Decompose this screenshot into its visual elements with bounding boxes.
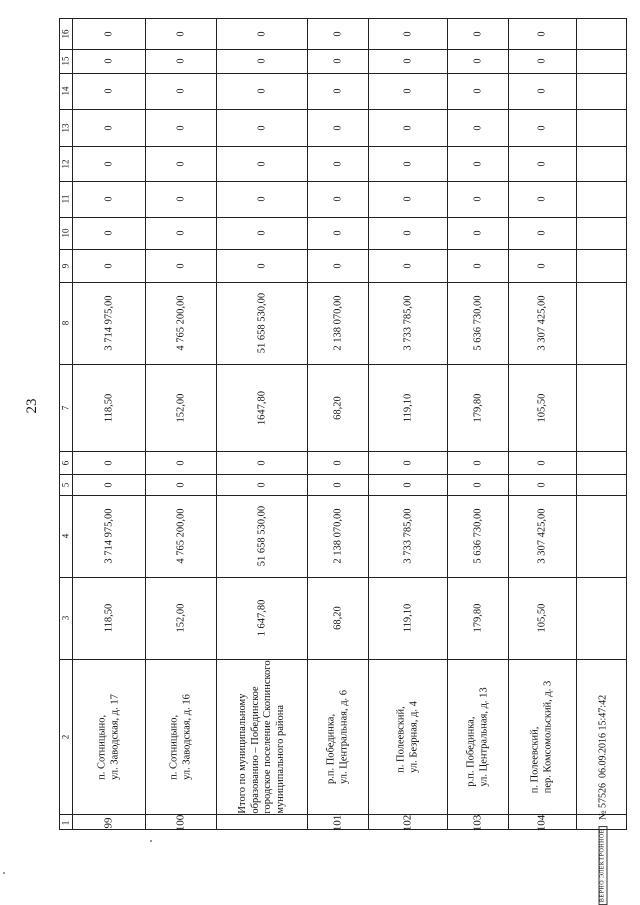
- value-cell: 0: [402, 263, 413, 268]
- value-cell: 0: [256, 161, 267, 166]
- name-line: п. Сотницыно,: [168, 714, 179, 780]
- row-number: 103: [471, 814, 483, 831]
- column-header: 14: [60, 86, 71, 96]
- column-header: 3: [60, 615, 71, 621]
- doc-number: № 57526: [597, 782, 609, 821]
- value-cell: 0: [175, 230, 186, 236]
- electronic-stamp: ВЕРНО ЭЛЕКТРОННОЕ: [599, 826, 608, 905]
- value-cell: 0: [256, 196, 267, 202]
- area-cell: 179,80: [472, 603, 483, 633]
- value-cell: 0: [402, 460, 413, 465]
- value-cell: 0: [256, 31, 267, 37]
- value-cell: 0: [332, 196, 343, 202]
- row-number: 100: [174, 814, 186, 831]
- value-cell: 2 138 070,00: [332, 295, 343, 351]
- row-number: 99: [102, 817, 114, 828]
- value-cell: 0: [472, 482, 483, 487]
- value-cell: 0: [175, 88, 186, 94]
- table-row-divider: [576, 19, 577, 829]
- column-header: 2: [60, 734, 71, 739]
- cost-cell: 3 733 785,00: [402, 508, 413, 564]
- value-cell: 179,80: [472, 393, 483, 422]
- scan-speck: [150, 840, 152, 842]
- value-cell: 0: [536, 196, 548, 202]
- scan-speck: [3, 872, 5, 874]
- value-cell: 0: [256, 88, 267, 94]
- value-cell: 0: [175, 460, 186, 465]
- value-cell: 0: [175, 31, 186, 37]
- address-cell: [145, 659, 216, 814]
- document-footer: [588, 694, 618, 903]
- value-cell: 3 714 975,00: [103, 295, 114, 351]
- value-cell: 0: [402, 161, 413, 166]
- cost-cell: 51 658 530,00: [256, 505, 267, 567]
- column-header: 4: [60, 533, 71, 539]
- value-cell: 0: [103, 125, 114, 130]
- value-cell: 0: [472, 263, 483, 268]
- value-cell: 0: [332, 125, 343, 130]
- row-number: 104: [535, 814, 548, 831]
- value-cell: 51 658 530,00: [256, 292, 267, 354]
- value-cell: 0: [332, 31, 343, 37]
- value-cell: 0: [402, 58, 413, 64]
- value-cell: 0: [175, 263, 186, 268]
- address-cell: [307, 659, 368, 814]
- value-cell: 0: [332, 161, 343, 166]
- name-line: ул. Безрная, д. 4: [407, 700, 419, 773]
- value-cell: 0: [175, 482, 186, 487]
- value-cell: 0: [536, 263, 548, 268]
- value-cell: 0: [536, 88, 548, 94]
- name-line: Итого по муниципальному: [236, 693, 248, 814]
- area-cell: 119,10: [402, 603, 413, 633]
- value-cell: 0: [402, 482, 413, 487]
- address-cell: [447, 659, 508, 814]
- value-cell: 3 307 425,00: [536, 295, 548, 351]
- value-cell: 0: [103, 263, 114, 268]
- column-header: 11: [60, 194, 71, 204]
- value-cell: 0: [472, 460, 483, 465]
- name-line: п. Полеевский,: [395, 705, 406, 773]
- area-cell: 68,20: [332, 606, 343, 630]
- area-cell: 152,00: [175, 603, 186, 633]
- value-cell: 0: [536, 58, 548, 64]
- column-header: 7: [60, 405, 71, 410]
- value-cell: 0: [332, 58, 343, 64]
- address-cell: [72, 659, 145, 814]
- name-line: городское поселение Скопинского: [261, 659, 273, 814]
- value-cell: 3 733 785,00: [402, 295, 413, 351]
- page-number: 23: [24, 398, 40, 414]
- value-cell: 0: [175, 161, 186, 166]
- value-cell: 0: [402, 31, 413, 37]
- value-cell: 0: [402, 125, 413, 130]
- value-cell: 0: [103, 58, 114, 64]
- value-cell: 5 636 730,00: [472, 295, 483, 351]
- name-line: ул. Центральная, д. 6: [337, 689, 349, 784]
- value-cell: 0: [175, 125, 186, 130]
- doc-datetime: 06.09.2016 15:47:42: [597, 694, 609, 778]
- value-cell: 0: [472, 161, 483, 166]
- cost-cell: 3 307 425,00: [536, 508, 548, 564]
- value-cell: 0: [332, 263, 343, 268]
- column-header: 9: [60, 263, 71, 268]
- row-number: 102: [401, 814, 413, 831]
- address-cell: [368, 659, 447, 814]
- value-cell: 0: [175, 196, 186, 202]
- column-header: 13: [60, 123, 71, 132]
- value-cell: 0: [472, 125, 483, 130]
- value-cell: 0: [332, 230, 343, 236]
- value-cell: 0: [402, 88, 413, 94]
- cost-cell: 5 636 730,00: [472, 508, 483, 564]
- column-header: 6: [60, 460, 71, 465]
- data-table: [59, 18, 627, 830]
- address-cell: [508, 659, 576, 814]
- column-header: 8: [60, 320, 71, 326]
- area-cell: 105,50: [536, 603, 548, 633]
- value-cell: 0: [103, 482, 114, 487]
- address-cell: [216, 659, 307, 814]
- cost-cell: 3 714 975,00: [103, 508, 114, 564]
- value-cell: 0: [256, 460, 267, 465]
- value-cell: 0: [536, 125, 548, 130]
- name-line: муниципального района: [274, 704, 285, 814]
- value-cell: 0: [103, 31, 114, 37]
- name-line: р.п. Побединка,: [465, 716, 476, 787]
- value-cell: 0: [103, 230, 114, 236]
- name-line: пер. Комсомольский, д. 3: [542, 680, 553, 793]
- name-line: р.п. Побединка,: [325, 713, 336, 784]
- value-cell: 0: [472, 88, 483, 94]
- value-cell: 0: [332, 482, 343, 487]
- value-cell: 0: [472, 31, 483, 37]
- value-cell: 0: [402, 230, 413, 236]
- value-cell: 0: [103, 460, 114, 465]
- value-cell: 0: [256, 125, 267, 130]
- value-cell: 4 765 200,00: [175, 295, 186, 351]
- cost-cell: 2 138 070,00: [332, 508, 343, 564]
- value-cell: 0: [536, 161, 548, 166]
- value-cell: 0: [256, 482, 267, 487]
- row-number: 101: [331, 814, 343, 831]
- name-line: п. Сотницыно,: [96, 714, 107, 780]
- value-cell: 0: [256, 58, 267, 64]
- value-cell: 0: [103, 88, 114, 94]
- name-line: п. Полеевский,: [529, 726, 541, 793]
- area-cell: 1 647,80: [256, 599, 267, 637]
- value-cell: 0: [472, 196, 483, 202]
- value-cell: 0: [103, 161, 114, 166]
- value-cell: 118,50: [103, 393, 114, 422]
- value-cell: 0: [402, 196, 413, 202]
- value-cell: 105,50: [536, 393, 548, 422]
- column-header: 5: [60, 482, 71, 487]
- value-cell: 0: [536, 460, 548, 465]
- value-cell: 0: [536, 230, 548, 236]
- value-cell: 0: [332, 88, 343, 94]
- value-cell: 0: [536, 31, 548, 37]
- value-cell: 0: [536, 482, 548, 487]
- column-header: 16: [60, 29, 71, 39]
- name-line: ул. Заводская, д. 17: [108, 693, 120, 780]
- column-header: 15: [60, 56, 71, 66]
- column-header: 12: [60, 159, 71, 168]
- row-number: [216, 814, 307, 831]
- value-cell: 0: [472, 58, 483, 64]
- value-cell: 1647,80: [256, 390, 267, 425]
- value-cell: 0: [256, 230, 267, 236]
- value-cell: 152,00: [175, 393, 186, 422]
- name-line: ул. Центральная, д. 13: [477, 686, 489, 787]
- area-cell: 118,50: [103, 603, 114, 633]
- value-cell: 0: [472, 230, 483, 236]
- value-cell: 0: [175, 58, 186, 64]
- name-line: образованию – Побединское: [249, 685, 260, 814]
- value-cell: 0: [103, 196, 114, 202]
- column-header: 1: [60, 820, 71, 825]
- value-cell: 119,10: [402, 393, 413, 422]
- column-header: 10: [60, 228, 71, 238]
- cost-cell: 4 765 200,00: [175, 508, 186, 564]
- name-line: ул. Заводская, д. 16: [180, 693, 192, 780]
- value-cell: 68,20: [332, 395, 343, 420]
- value-cell: 0: [332, 460, 343, 465]
- value-cell: 0: [256, 263, 267, 268]
